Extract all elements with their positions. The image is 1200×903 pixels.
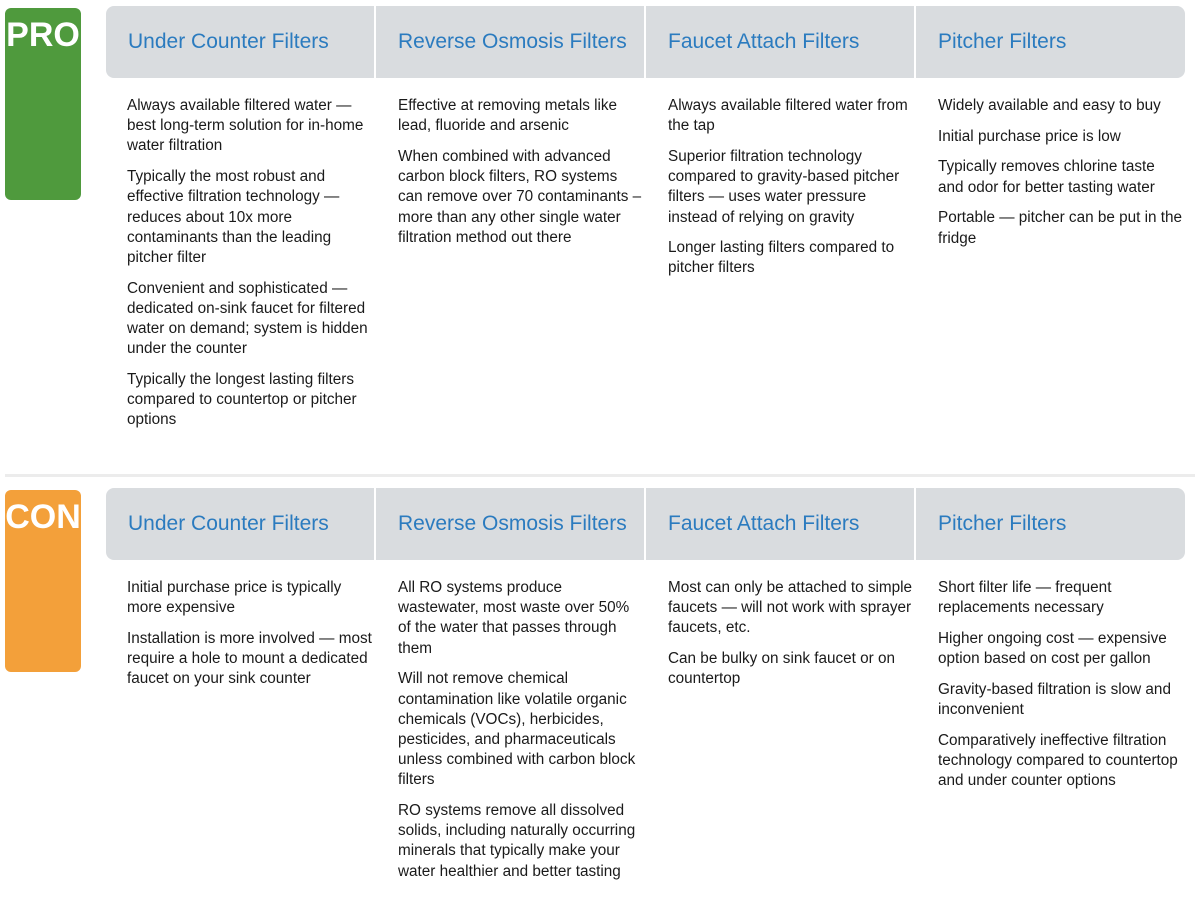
con-column-faucet-attach <box>668 578 913 700</box>
section-divider <box>5 474 1195 477</box>
list-item: Always available filtered water from the tap <box>668 97 908 135</box>
list-item: Longer lasting filters compared to pitcher filters <box>668 239 895 277</box>
list-item: Always available filtered water — best long-term solution for in-home water filtration <box>127 97 364 155</box>
list-item: Most can only be attached to simple faucets — will not work with sprayer faucets, etc. <box>668 579 913 637</box>
con-header-under-counter: Under Counter Filters <box>106 488 376 560</box>
list-item: Widely available and easy to buy <box>938 97 1161 114</box>
list-item: All RO systems produce wastewater, most waste over 50% of the water that passes through them <box>398 579 630 657</box>
pro-column-faucet-attach <box>668 96 913 289</box>
list-item: Initial purchase price is low <box>938 127 1121 145</box>
con-header-bar <box>106 488 1185 560</box>
list-item: Typically the longest lasting filters compared to countertop or pitcher options <box>127 370 357 429</box>
con-header-faucet-attach: Faucet Attach Filters <box>646 488 916 560</box>
list-item: Portable — pitcher can be put in the fridge <box>938 209 1183 247</box>
pro-header-pitcher: Pitcher Filters <box>938 30 1067 53</box>
con-header-pitcher: Pitcher Filters <box>938 512 1067 535</box>
pro-column-reverse-osmosis <box>398 96 643 258</box>
list-item: Will not remove chemical contamination like volatile organic chemicals (VOCs), herbicides, pesticides, and pharmaceuticals unless combined with carbon block filters <box>398 670 636 789</box>
list-item: When combined with advanced carbon block filters, RO systems can remove over 70 contaminants – more than any other single water filtration method out there <box>398 147 642 246</box>
list-item: Convenient and sophisticated — dedicated on-sink faucet for filtered water on demand; system is hidden under the counter <box>127 279 368 358</box>
list-item: Typically removes chlorine taste and odor for better tasting water <box>938 158 1155 196</box>
con-section <box>0 482 1200 903</box>
pro-column-under-counter <box>127 96 372 441</box>
list-item: RO systems remove all dissolved solids, including naturally occurring minerals that typically make your water healthier and better tasting <box>398 802 636 880</box>
list-item: Comparatively ineffective filtration technology compared to countertop and under counter options <box>938 731 1178 790</box>
con-header-reverse-osmosis: Reverse Osmosis Filters <box>376 488 646 560</box>
list-item: Superior filtration technology compared to gravity-based pitcher filters — uses water pressure instead of relying on gravity <box>668 147 900 226</box>
list-item: Typically the most robust and effective filtration technology — reduces about 10x more contaminants than the leading pitcher filter <box>127 168 340 266</box>
pro-header-under-counter: Under Counter Filters <box>106 6 376 78</box>
pro-header-faucet-attach: Faucet Attach Filters <box>646 6 916 78</box>
pro-header-reverse-osmosis: Reverse Osmosis Filters <box>376 6 646 78</box>
con-columns <box>127 578 1197 898</box>
con-column-reverse-osmosis <box>398 578 643 892</box>
list-item: Short filter life — frequent replacements necessary <box>938 579 1112 617</box>
list-item: Installation is more involved — most require a hole to mount a dedicated faucet on your sink counter <box>127 629 372 688</box>
list-item: Gravity-based filtration is slow and inconvenient <box>938 680 1171 719</box>
list-item: Can be bulky on sink faucet or on countertop <box>668 650 896 688</box>
pro-badge: PRO <box>5 8 81 200</box>
pro-column-pitcher <box>938 96 1183 259</box>
pro-columns <box>127 96 1197 429</box>
list-item: Initial purchase price is typically more expensive <box>127 579 342 617</box>
con-badge: CON <box>5 490 81 672</box>
pro-header-bar <box>106 6 1185 78</box>
con-column-pitcher <box>938 578 1183 802</box>
con-column-under-counter <box>127 578 372 700</box>
list-item: Effective at removing metals like lead, fluoride and arsenic <box>398 97 618 135</box>
list-item: Higher ongoing cost — expensive option based on cost per gallon <box>938 629 1167 668</box>
